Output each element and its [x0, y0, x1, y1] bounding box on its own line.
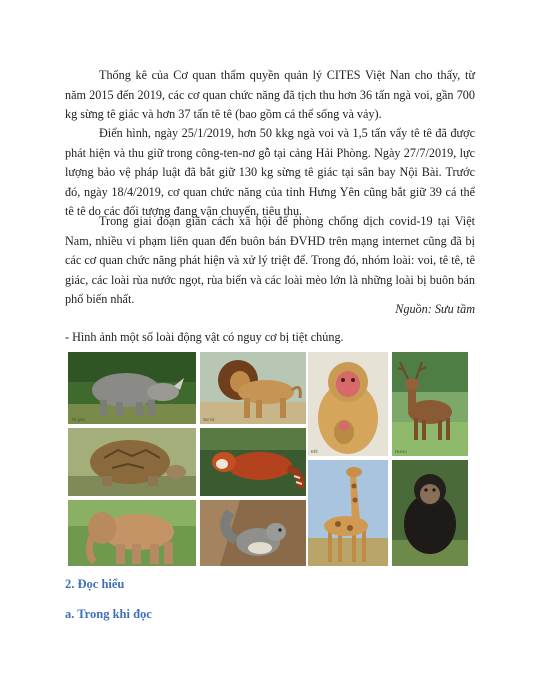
section-heading-doc-hieu: 2. Đọc hiểu	[65, 577, 125, 591]
deer-photo	[392, 352, 468, 456]
lion-label: Sư tử	[203, 417, 215, 422]
image-caption: - Hình ảnh một số loài động vật có nguy cơ bị tiệt chủng.	[65, 330, 344, 344]
rhino-photo	[68, 352, 196, 424]
red-panda-photo	[200, 428, 306, 496]
animal-photo-collage	[68, 352, 468, 566]
lion-photo	[200, 352, 306, 424]
deer-label: Hươu	[395, 449, 407, 454]
tortoise-photo	[68, 428, 196, 496]
giraffe-photo	[308, 460, 388, 566]
source-note: Nguồn: Sưu tầm	[395, 302, 475, 316]
elephant-photo	[68, 500, 196, 566]
squirrel-photo	[200, 500, 306, 566]
rhino-label: Tê giác	[71, 417, 86, 422]
paragraph-seizure-examples: Điển hình, ngày 25/1/2019, hơn 50 kkg ngà voi và 1,5 tấn vẩy tê tê đã được phát hiện và thu giữ trong công-ten-nơ gỗ tại cảng Hải Phòng. Ngày 27/7/2019, lực lượng bảo vệ pháp luật đã bắt giữ 130 kg sừng tê giác tại sân bay Nội Bài. Trước đó, ngày 18/4/2019, cơ quan chức năng của tỉnh Hưng Yên cũng bắt giữ 39 cá thể tê tê do các đối tượng đang vận chuyển, tiêu thụ.	[65, 126, 475, 218]
macaque-label: Khỉ	[311, 449, 318, 454]
macaque-photo	[308, 352, 388, 456]
chimpanzee-photo	[392, 460, 468, 566]
paragraph-covid-trade: Trong giai đoạn giãn cách xã hội để phòng chống dịch covid-19 tại Việt Nam, nhiều vi phạm liên quan đến buôn bán ĐVHD trên mạng internet cũng đã bị các cơ quan chức năng phát hiện và xử lý triệt để. Trong đó, nhóm loài: voi, tê tê, tê giác, các loài rùa nước ngọt, rùa biển và các loài mèo lớn là những loài bị buôn bán phổ biến nhất.	[65, 214, 475, 306]
subsection-heading-trong-khi-doc: a. Trong khi đọc	[65, 607, 152, 621]
paragraph-cites-statistics: Thống kê của Cơ quan thẩm quyền quản lý CITES Việt Nan cho thấy, từ năm 2015 đến 2019, các cơ quan chức năng đã tịch thu hơn 36 tấn ngà voi, gần 700 kg sừng tê giác và hơn 37 tấn tê tê (bao gồm cá thể sống và vảy).	[65, 68, 475, 121]
